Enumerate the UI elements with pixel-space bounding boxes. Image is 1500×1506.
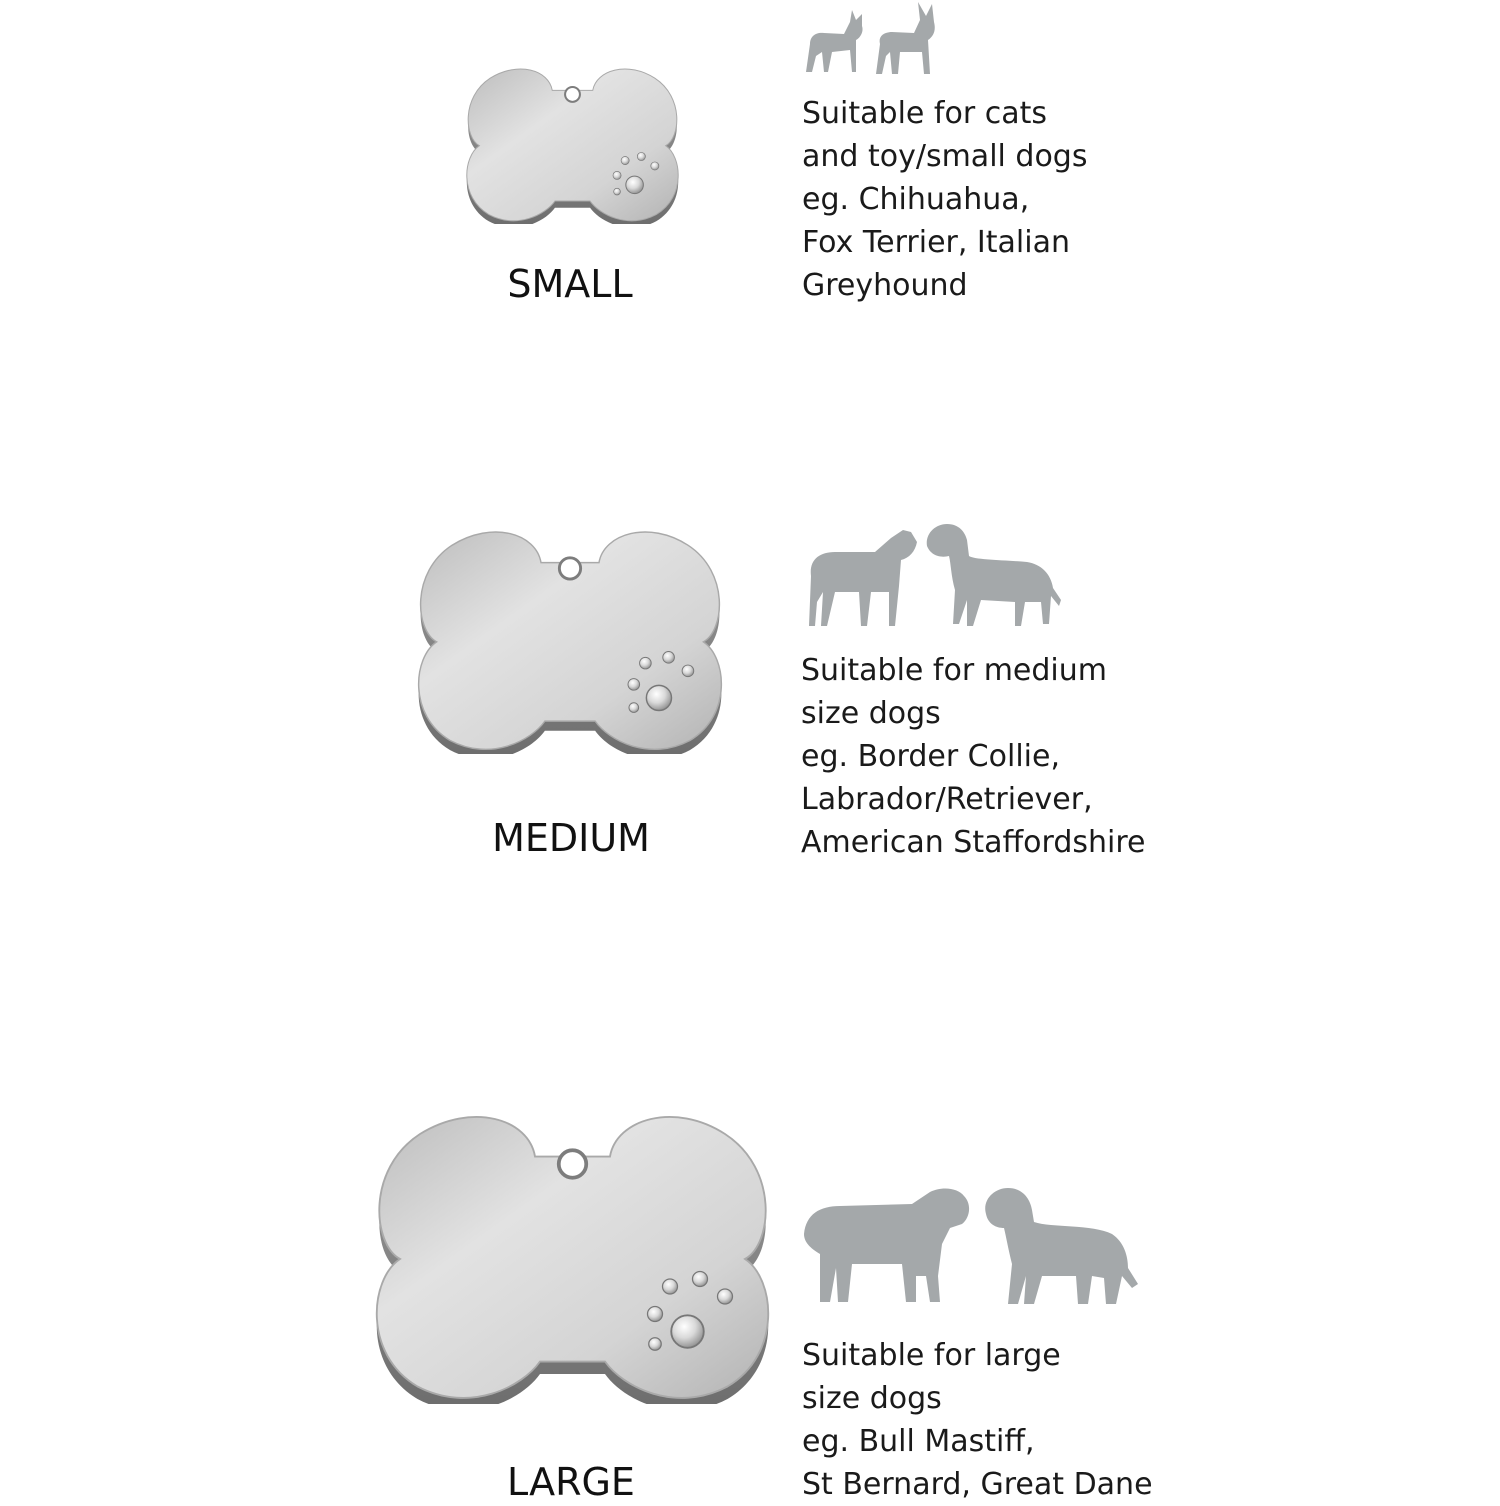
description-line: Suitable for cats xyxy=(802,96,1047,131)
description-line: Greyhound xyxy=(802,268,968,303)
size-section-medium xyxy=(0,500,1500,880)
size-section-small xyxy=(0,0,1500,340)
description-line: Suitable for large xyxy=(802,1338,1061,1373)
description-line: St Bernard, Great Dane xyxy=(802,1467,1153,1502)
description-line: eg. Bull Mastiff, xyxy=(802,1424,1035,1459)
description-line: eg. Border Collie, xyxy=(801,739,1060,774)
size-section-large xyxy=(0,1090,1500,1504)
size-description xyxy=(802,1334,1153,1506)
description-line: Labrador/Retriever, xyxy=(801,782,1093,817)
dog-silhouettes-large-icon xyxy=(802,1184,1142,1310)
size-description xyxy=(802,92,1087,307)
description-line: Suitable for medium xyxy=(801,653,1107,688)
bone-tag-medium-icon xyxy=(390,522,750,754)
description-line: size dogs xyxy=(801,696,941,731)
dog-silhouettes-small-icon xyxy=(802,0,952,80)
size-label: SMALL xyxy=(507,262,633,306)
bone-tag-small-icon xyxy=(450,62,695,224)
size-label: LARGE xyxy=(507,1460,635,1504)
dog-silhouettes-medium-icon xyxy=(805,516,1067,634)
description-line: size dogs xyxy=(802,1381,942,1416)
description-line: American Staffordshire xyxy=(801,825,1146,860)
description-line: and toy/small dogs xyxy=(802,139,1088,174)
description-line: eg. Chihuahua, xyxy=(802,182,1030,217)
bone-tag-large-icon xyxy=(345,1104,800,1404)
size-label: MEDIUM xyxy=(492,816,650,860)
size-description xyxy=(801,649,1145,864)
description-line: Fox Terrier, Italian xyxy=(802,225,1070,260)
